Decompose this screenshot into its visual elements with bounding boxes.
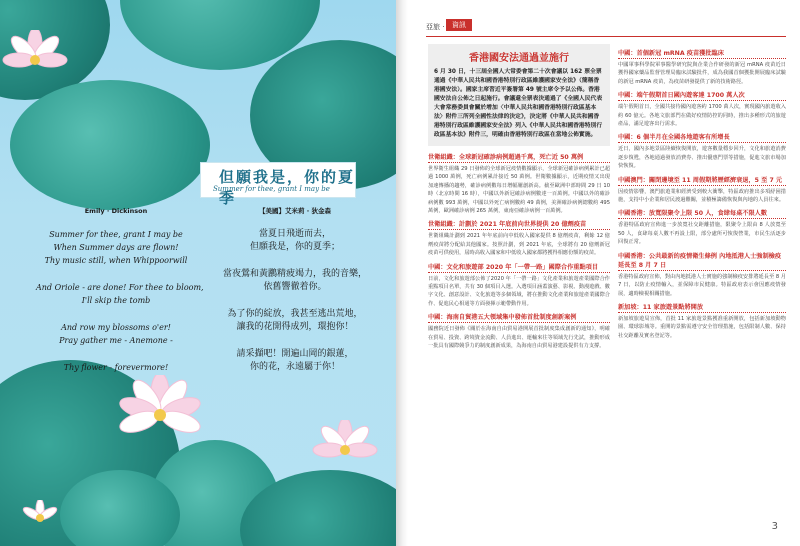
poem-line: When Summer days are flown! (53, 243, 179, 252)
news-item-head: 中國：海南自貿港五大領域集中發佈首批制度創新案例 (428, 312, 610, 323)
page-spine (396, 0, 408, 546)
poem-stanza (36, 228, 196, 267)
poem-line: Summer for thee, grant I may be (49, 230, 183, 239)
news-item-body: 世界衛生組織 29 日發佈的全球新冠疫情數據顯示，全球新冠確診病例累計已超過 1000 萬例，死亡病例累計接近 50 萬例。世衛數據顯示，近期疫情又出現加速傳播的趨勢，確診病例數每日增幅屢創新高。截至歐洲中部時間 29 日 10 時（北京時間 16 時），中國以外新冠確診病例數達一百萬例。中國以外的確診病例數 993 萬例，中國以外死亡病例數約 49 萬例，美洲確診病例總數約 495 萬例，歐洲確診病例 265 萬例，東南亞確診病例一百萬例。 (428, 166, 610, 215)
lotus-flower-icon (20, 500, 60, 536)
poem-title-cn: 但願我是，你的夏季 (219, 168, 356, 207)
poem-author-cn: 【美國】艾米莉 · 狄金森 (259, 207, 331, 215)
news-item-head: 中國澳門：關閉邊境至 11 周假期將歷經濟衰退，5 至 7 元 (618, 175, 786, 186)
news-item-body: 中國軍事科學院軍事醫學研究院與企業合作研發的新冠 mRNA 疫苗近日獲得國家藥品監督管理局臨床試驗批件，成為我國首個獲批開展臨床試驗的新冠 mRNA 疫苗，為疫苗研發提供了新的技術路徑。 (618, 62, 786, 85)
poem-english (36, 205, 204, 388)
news-item (618, 90, 786, 128)
news-item-body: 世衛組織計劃到 2021 年年底前向中低收入國家提供 8 億劑疫苗，剩餘 12 億劑疫苗將分配給其他國家。按照計劃，到 2021 年底，全球將有 20 億劑新冠疫苗可供使用，屆時高收入國家和中低收入國家都將獲得相應份額的疫苗。 (428, 233, 610, 257)
news-column-left (428, 44, 610, 351)
news-item-body: 新加坡旅遊局宣佈，首批 11 家旅遊景點獲准重新開放，包括新加坡動物園、環球影城等。重開的景點需遵守安全管理措施，包括限制人數、保持社交距離及實名登記等。 (618, 315, 786, 339)
poem-title-box (200, 162, 356, 207)
poem-line: And Oriole - are done! For thee to bloom, (36, 283, 204, 292)
news-item (428, 312, 610, 350)
poem-line: 當夏日飛逝而去， (258, 229, 331, 239)
news-item-head: 中國香港：公共最新的疫情衛生條例 內地抵港人士強制檢疫延長至 8 月 7 日 (618, 251, 786, 271)
poem-title-en: Summer for thee, grant I may be (213, 185, 330, 193)
lead-article-body: 6 月 30 日，十三屆全國人大常委會第二十次會議以 162 票全票通過《中華人民共和國香港特別行政區維護國家安全法》（簡稱香港國安法）。國家主席習近平簽署第 49 號主席令予以公佈。香港國安法自公佈之日起施行。會議還全票表決通過了《全國人民代表大會常務委員會關於增加〈中華人民共和國香港特別行政區基本法〉附件三所列全國性法律的決定》，決定將《中華人民共和國香港特別行政區維護國家安全法》列入《中華人民共和國香港特別行政區基本法》附件三，明確由香港特別行政區在當地公佈實施。 (434, 69, 603, 138)
poem-stanza (36, 361, 196, 374)
news-item (618, 175, 786, 205)
poem-stanza (210, 348, 380, 374)
poem-author-en: Emily · Dickinson (84, 207, 148, 215)
news-item-body: 因疫情影響，澳門旅遊業和經濟受到較大衝擊，特區政府推出多項紓困措施，支持中小企業和居民渡過難關，並積極籌備恢復與內地的人員往來。 (618, 188, 786, 204)
right-page (408, 0, 800, 546)
news-item (618, 48, 786, 86)
poem-line: 但願我是，你的夏季； (249, 242, 340, 252)
poem-line: Thy flower - forevermore! (63, 363, 169, 372)
news-item (428, 262, 610, 309)
news-item-body: 香港特區政府宣佈進一步放寬社交距離措施，限聚令上限由 8 人放寬至 50 人，食肆每桌人數不再設上限，部分處所可恢復營業，市民生活逐步回復正常。 (618, 222, 786, 246)
poem-line: 你的花，永遠屬于你！ (249, 362, 340, 372)
poem-line: And row my blossoms o'er! (61, 323, 171, 332)
news-item-body: 香港特區政府宣佈，對由內地抵港人士實施的強制檢疫安排將延長至 8 月 7 日，以防止疫情輸入，並保障市民健康。特區政府表示會因應疫情發展，適時檢視相關措施。 (618, 273, 786, 297)
news-item (618, 208, 786, 246)
poem-stanza (210, 268, 380, 294)
lead-article (428, 44, 610, 146)
poem-chinese (210, 205, 380, 388)
news-item (428, 219, 610, 257)
page-number: 3 (771, 521, 778, 532)
header-rule (426, 36, 786, 37)
poem-stanza (36, 321, 196, 347)
poem-stanza (210, 228, 380, 254)
news-item (428, 152, 610, 215)
poem-stanza (36, 281, 204, 307)
news-item-head: 中國：端午假期首日國內遊客達 1700 萬人次 (618, 90, 786, 101)
poem-line: 請采擷吧！開遍山岡的銀蓮， (236, 349, 354, 359)
news-item-body: 近日，國內多地景區陸續恢復開放，遊客數量穩步回升，文化和旅遊消費逐步復甦，各地通過發放消費券、推出優惠門票等措施，促進文旅市場加快恢復。 (618, 146, 786, 170)
news-item-head: 中國：首個新冠 mRNA 疫苗獲批臨床 (618, 48, 786, 59)
lead-article-title: 香港國安法通過並施行 (469, 53, 569, 64)
lily-pad (10, 80, 210, 210)
poem-line: Thy music still, when Whippoorwill (44, 256, 188, 265)
news-item-head: 世衛組織：全球新冠確診病例超過千萬，死亡近 50 萬例 (428, 152, 610, 163)
news-item (618, 302, 786, 340)
news-item-body: 端午假期首日，全國共接待國內遊客約 1700 萬人次，實現國內旅遊收入約 60 億元。各地文旅部門在做好疫情防控的同時，推出多種形式的旅遊產品，滿足遊客出行需求。 (618, 104, 786, 128)
news-item-head: 中國：文化和旅遊部 2020 年「一帶一路」國際合作重點項目 (428, 262, 610, 273)
poem-line: 依舊響徹着你。 (263, 282, 327, 292)
poem-line: I'll skip the tomb (81, 296, 151, 305)
news-item-body: 國務院近日發佈《關於在海南自由貿易港開展首批制度集成創新的通知》，明確在貿易、投資、跨境資金流動、人員進出、運輸來往等領域先行先試，推動形成一批具有國際競爭力的制度創新成果，為海南自由貿易港建設提供有力支撐。 (428, 326, 610, 350)
poem-line: 當夜鶯和黃鸝精疲竭力，我的音樂， (222, 269, 367, 279)
poem-line: 為了你的綻放，我甚至逃出荒地， (227, 309, 363, 319)
poem-stanza (210, 308, 380, 334)
section-tag-prefix: 亞旅 · (426, 23, 445, 31)
news-column-right (618, 44, 786, 340)
news-item-head: 中國：6 個半月在全國各地遊客有所增長 (618, 132, 786, 143)
section-tag: 資訊 (446, 19, 472, 31)
news-item-head: 世衛組織：計劃於 2021 年底前向世界提供 20 億劑疫苗 (428, 219, 610, 230)
news-item (618, 251, 786, 298)
news-item-head: 中國香港：放寬限聚令上限 50 人，食肆每桌不限人數 (618, 208, 786, 219)
news-item-head: 新加坡：11 家旅遊景點將開放 (618, 302, 786, 313)
lotus-flower-icon (0, 30, 70, 90)
news-item (618, 132, 786, 170)
lotus-flower-icon (310, 420, 380, 480)
poem-line: 讓我的花開得成列，環抱你！ (236, 322, 354, 332)
news-item-body: 日前，文化和旅遊部公佈了2020 年「一帶一路」文化產業和旅遊產業國際合作重點項目名單，共有 30 個項目入選。入選項目涵蓋演藝、影視、動漫遊戲、數字文化、創意設計、文化旅遊等多個領域，將在推動文化產業和旅遊產業國際合作、促進民心相通等方面發揮示範帶動作用。 (428, 275, 610, 307)
poem-line: Pray gather me - Anemone - (59, 336, 173, 345)
left-page (0, 0, 396, 546)
